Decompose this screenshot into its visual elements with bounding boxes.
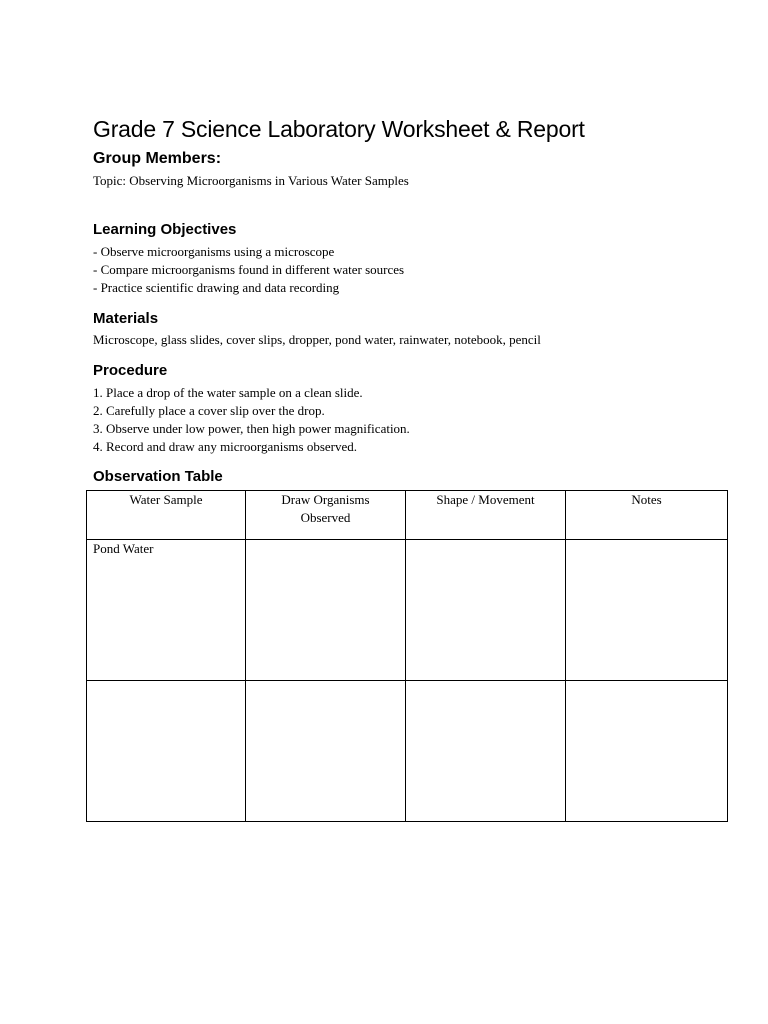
table-cell [246, 681, 406, 822]
list-item: - Compare microorganisms found in different water sources [93, 262, 405, 277]
list-item: 4. Record and draw any microorganisms observed. [93, 439, 358, 454]
observation-table [86, 490, 728, 822]
table-cell [406, 540, 566, 681]
table-cell [406, 681, 566, 822]
table-cell [87, 681, 246, 822]
column-header: Notes [566, 491, 728, 540]
list-item: - Practice scientific drawing and data recording [93, 280, 340, 295]
list-item: 1. Place a drop of the water sample on a clean slide. [93, 385, 363, 400]
materials-heading: Materials [93, 310, 159, 327]
list-item: 2. Carefully place a cover slip over the drop. [93, 403, 325, 418]
page-title: Grade 7 Science Laboratory Worksheet & Report [93, 116, 585, 142]
list-item: 3. Observe under low power, then high power magnification. [93, 421, 410, 436]
table-cell: Pond Water [87, 540, 246, 681]
table-cell [246, 540, 406, 681]
learning-objectives-heading: Learning Objectives [93, 221, 237, 238]
list-item: - Observe microorganisms using a microscope [93, 244, 335, 259]
table-cell [566, 681, 728, 822]
column-header: Draw Organisms Observed [246, 491, 406, 540]
column-header: Water Sample [87, 491, 246, 540]
table-row [87, 681, 728, 822]
observation-table-heading: Observation Table [93, 468, 223, 485]
column-header: Shape / Movement [406, 491, 566, 540]
materials-text: Microscope, glass slides, cover slips, dropper, pond water, rainwater, notebook, pencil [93, 332, 541, 347]
group-members-label: Group Members: [93, 150, 222, 167]
table-row [87, 540, 728, 681]
table-cell [566, 540, 728, 681]
procedure-list [93, 384, 410, 456]
learning-objectives-list [93, 243, 404, 297]
table-header-row [87, 491, 728, 540]
topic-line: Topic: Observing Microorganisms in Various Water Samples [93, 173, 409, 188]
procedure-heading: Procedure [93, 362, 168, 379]
